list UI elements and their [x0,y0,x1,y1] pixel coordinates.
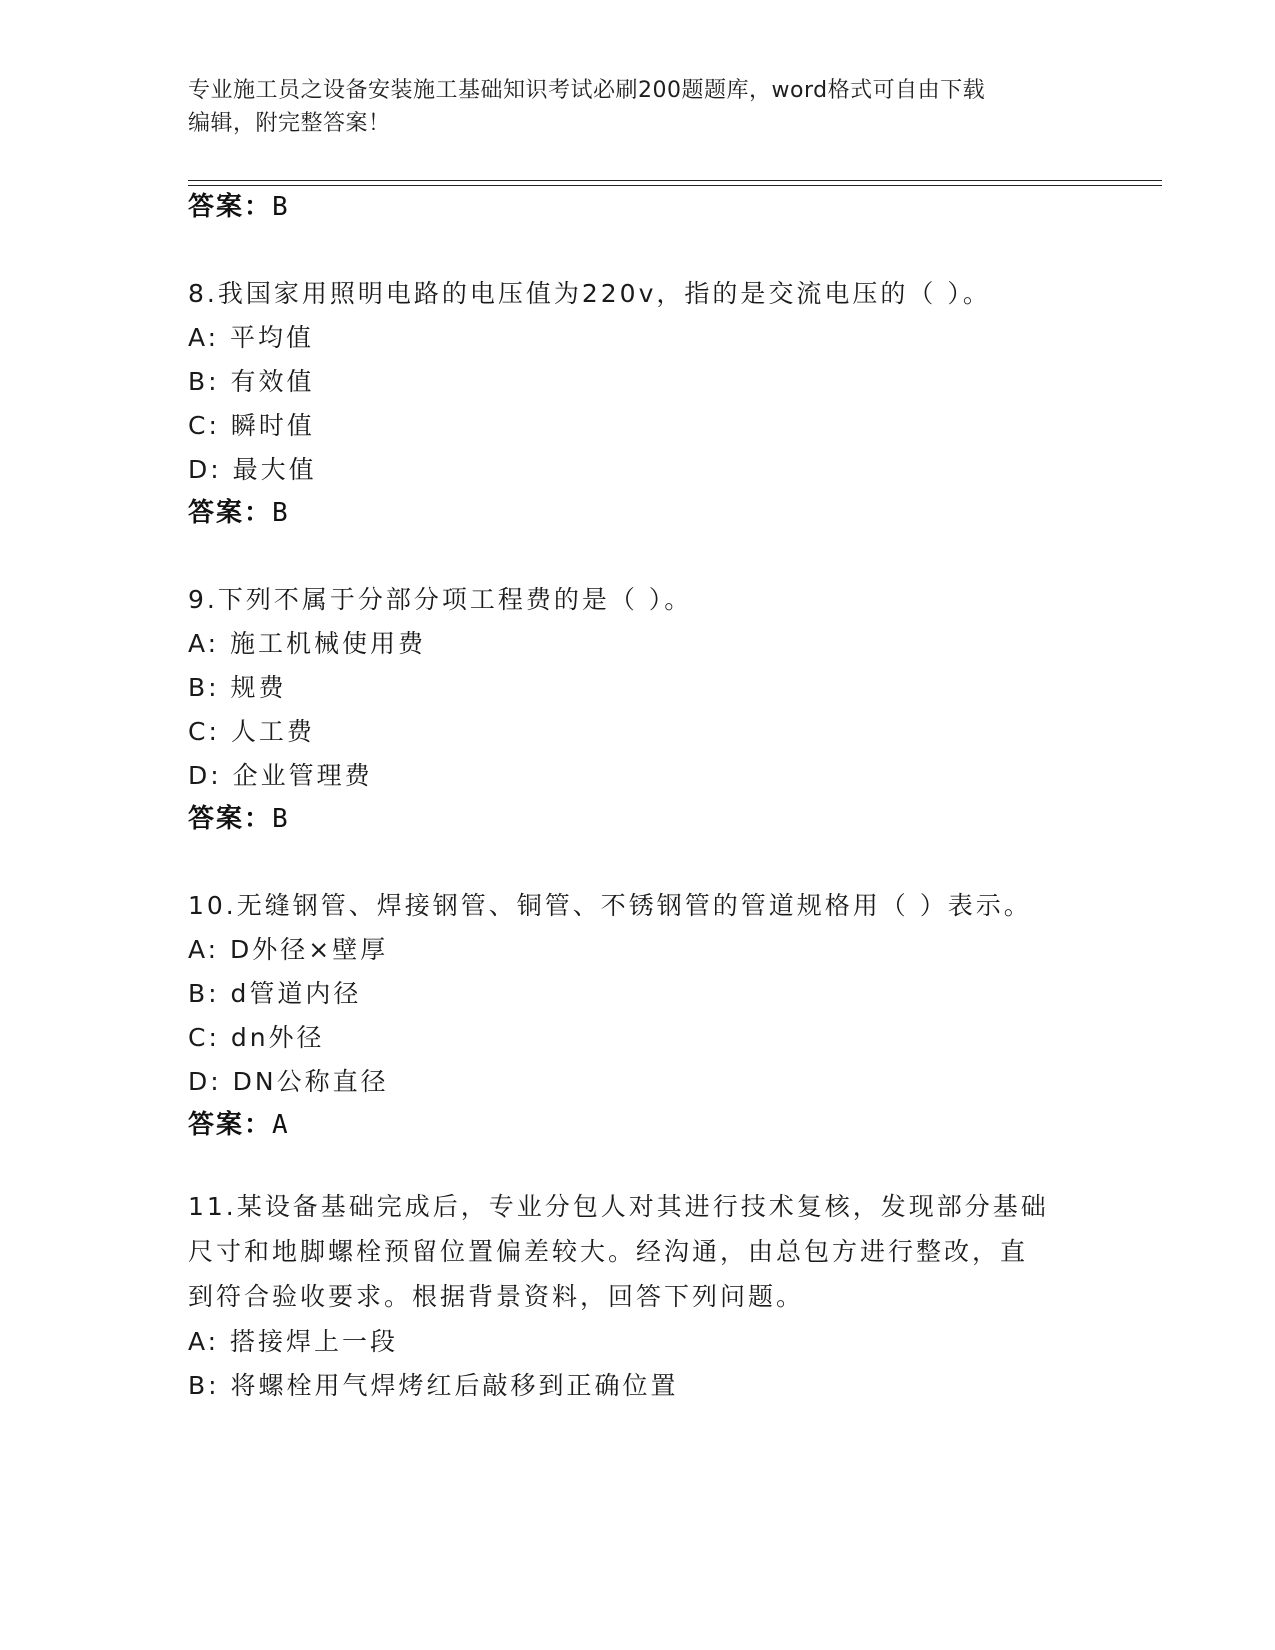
question-10-stem: 10.无缝钢管、焊接钢管、铜管、不锈钢管的管道规格用（ ）表示。 [188,891,1032,920]
answer-label: 答案： [188,498,273,528]
answer-previous [188,186,290,223]
question-9-answer [188,798,290,835]
answer-value: B [272,804,290,834]
question-10-answer [188,1104,290,1141]
question-10-option-b: B: d管道内径 [188,979,362,1008]
question-9-option-a: A: 施工机械使用费 [188,629,427,658]
document-header [188,74,1088,140]
question-11-stem-line-3: 到符合验收要求。根据背景资料，回答下列问题。 [188,1282,805,1311]
question-8-option-a: A: 平均值 [188,323,315,352]
question-10-option-c: C: dn外径 [188,1023,325,1052]
header-divider-bottom [188,185,1162,186]
header-line-1: 专业施工员之设备安装施工基础知识考试必刷200题题库，word格式可自由下载 [188,78,986,103]
answer-label: 答案： [188,1110,273,1140]
answer-value: A [272,1110,290,1140]
question-9-option-c: C: 人工费 [188,717,315,746]
header-divider-top [188,180,1162,181]
answer-label: 答案： [188,804,273,834]
question-8-answer [188,492,290,529]
question-11-option-a: A: 搭接焊上一段 [188,1327,399,1356]
answer-value: B [272,498,290,528]
question-8-option-d: D: 最大值 [188,455,317,484]
answer-value: B [272,192,290,222]
question-11-stem [188,1184,1088,1319]
question-11-stem-line-1: 11.某设备基础完成后，专业分包人对其进行技术复核，发现部分基础 [188,1192,1049,1221]
question-11-option-b: B: 将螺栓用气焊烤红后敲移到正确位置 [188,1371,679,1400]
question-9-option-d: D: 企业管理费 [188,761,373,790]
question-10-option-a: A: D外径×壁厚 [188,935,389,964]
question-11-stem-line-2: 尺寸和地脚螺栓预留位置偏差较大。经沟通，由总包方进行整改，直 [188,1237,1029,1266]
question-9-option-b: B: 规费 [188,673,287,702]
question-10-option-d: D: DN公称直径 [188,1067,389,1096]
question-8-option-c: C: 瞬时值 [188,411,315,440]
answer-label: 答案： [188,192,273,222]
question-8-option-b: B: 有效值 [188,367,315,396]
question-9-stem: 9.下列不属于分部分项工程费的是（ ）。 [188,585,693,614]
header-line-2: 编辑，附完整答案！ [188,111,391,136]
question-8-stem: 8.我国家用照明电路的电压值为220v，指的是交流电压的（ ）。 [188,279,991,308]
